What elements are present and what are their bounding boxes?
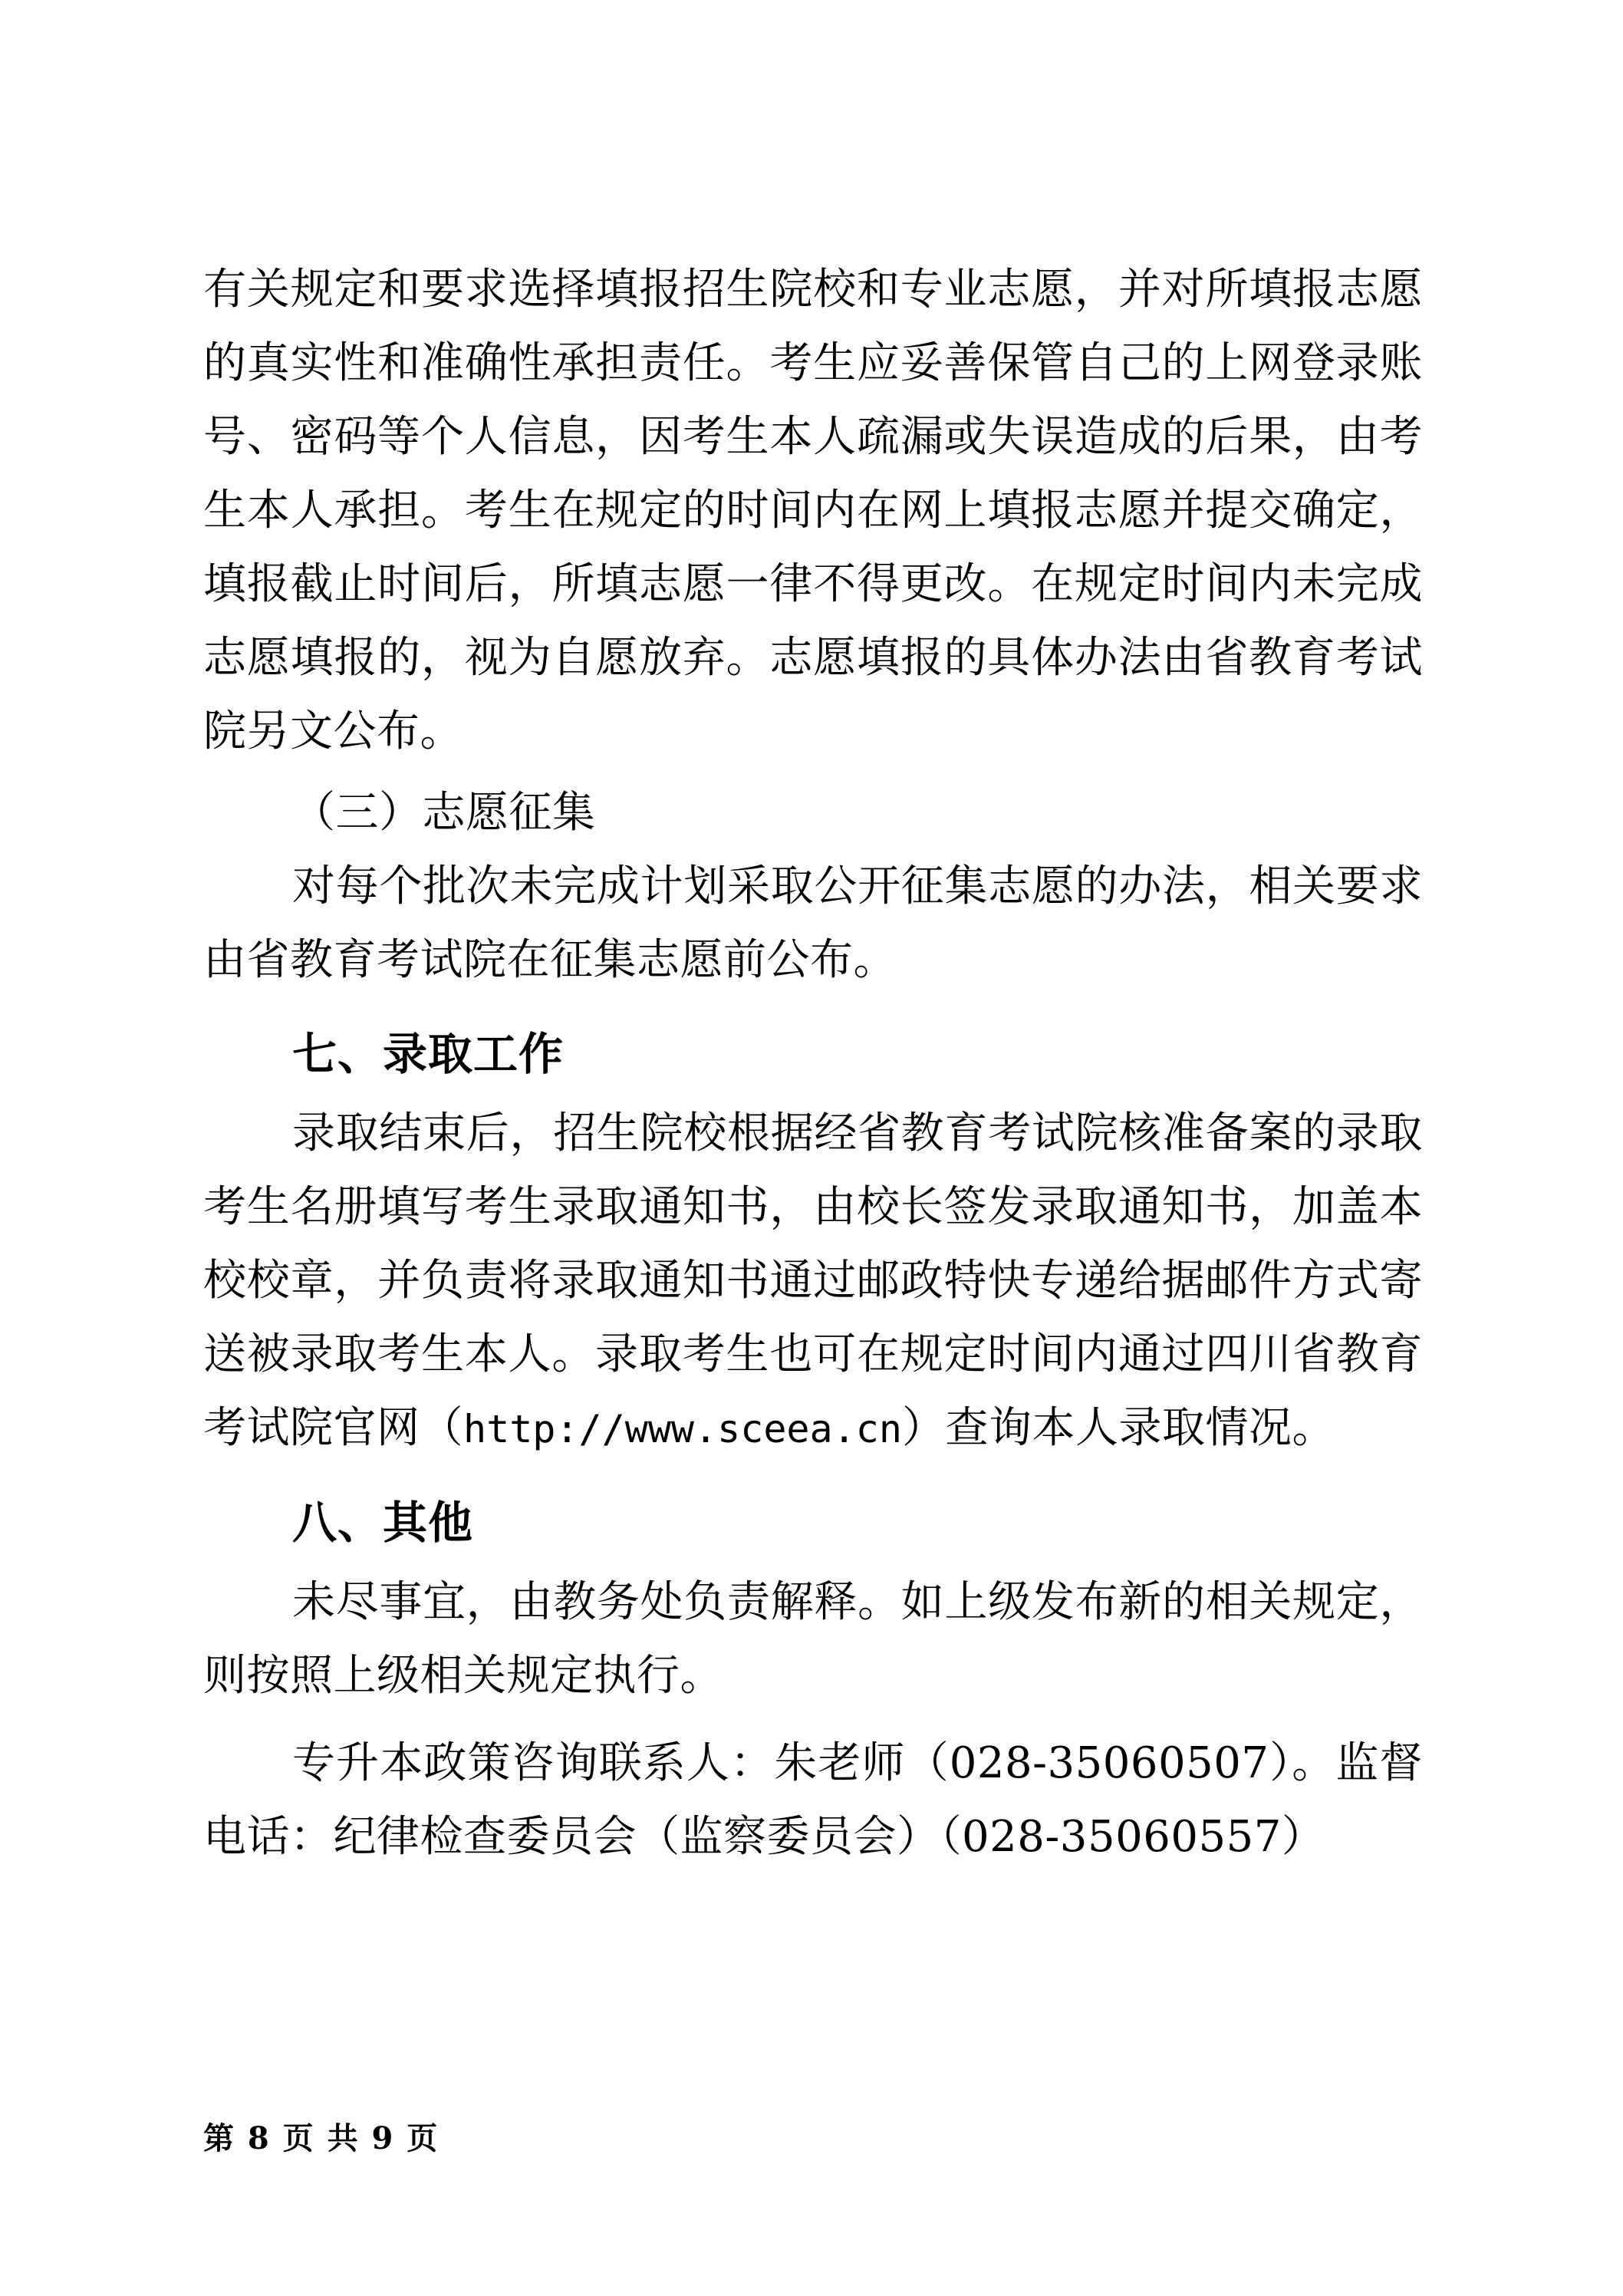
paragraph-volunteer-continued: 有关规定和要求选择填报招生院校和专业志愿，并对所填报志愿的真实性和准确性承担责任。考生应妥善保管自己的上网登录账号、密码等个人信息，因考生本人疏漏或失误造成的后果，由考生本人承担。考生在规定的时间内在网上填报志愿并提交确定，填报截止时间后，所填志愿一律不得更改。在规定时间内未完成志愿填报的，视为自愿放弃。志愿填报的具体办法由省教育考试院另文公布。 [203,265,1423,756]
page-footer: 第 8 页 共 9 页 [203,2120,439,2156]
website-url: http://www.sceea.cn [463,1407,902,1451]
paragraph-collection-body: 对每个批次未完成计划采取公开征集志愿的办法，相关要求由省教育考试院在征集志愿前公布。 [203,861,1423,985]
heading-other: 八、其他 [292,1497,474,1549]
paragraph-contact-info: 专升本政策咨询联系人：朱老师（028-35060507）。监督电话：纪律检查委员会（监察委员会）（028-35060557） [203,1738,1423,1862]
paragraph-other-body: 未尽事宜，由教务处负责解释。如上级发布新的相关规定，则按照上级相关规定执行。 [203,1577,1423,1701]
paragraph-admission-url-prefix: 考试院官网（ [203,1403,463,1453]
paragraph-admission-url-suffix: ）查询本人录取情况。 [901,1403,1335,1453]
spacer [203,769,1423,776]
spacer [203,1713,1423,1727]
paragraph-admission-text: 录取结束后，招生院校根据经省教育考试院核准备案的录取考生名册填写考生录取通知书，由校长签发录取通知书，加盖本校校章，并负责将录取通知书通过邮政特快专递给据邮件方式寄送被录取考生本人。录取考生也可在规定时间内通过四川省教育 [203,1108,1423,1379]
paragraph-admission-body [203,1097,1423,1466]
heading-admission-work: 七、录取工作 [292,1028,565,1080]
paragraph-section-three-title: （三）志愿征集 [292,788,596,838]
document-body [203,253,1423,1874]
